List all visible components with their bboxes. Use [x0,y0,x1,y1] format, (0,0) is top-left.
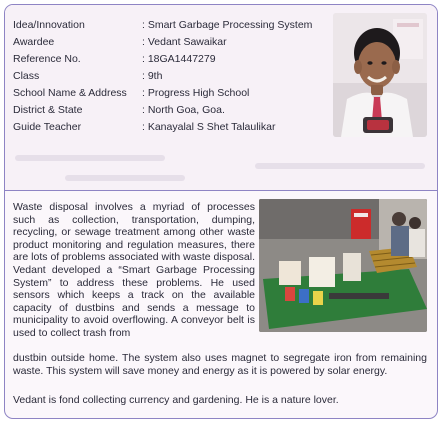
decorative-stripe [15,155,165,161]
description-paragraph-2: dustbin outside home. The system also uses magnet to segregate iron from remaining waste. This system will save money and energy as it is powered by solar energy. [13,352,427,377]
info-value: : Smart Garbage Processing System [142,19,313,31]
section-divider [5,190,437,191]
decorative-stripe [65,175,185,181]
info-value: : 18GA1447279 [142,53,216,65]
awardee-card [4,4,438,419]
student-portrait-icon [333,13,427,137]
info-section [5,5,437,190]
info-label: Class [13,70,40,82]
info-value: : Progress High School [142,87,250,99]
info-value: : North Goa, Goa. [142,104,225,116]
decorative-stripe [255,163,425,169]
info-label: Awardee [13,36,55,48]
info-label: School Name & Address [13,87,127,99]
info-label: Guide Teacher [13,121,82,133]
info-value: : Kanayalal S Shet Talaulikar [142,121,276,133]
info-value: : Vedant Sawaikar [142,36,227,48]
info-label: Idea/Innovation [13,19,85,31]
description-paragraph-1: Waste disposal involves a myriad of processes such as collection, transportation, dumping, recycling, or sewage treatment among other waste product monitoring and regulation measures, there are lots of problems associated with waste disposal. Vedant developed a “Smart Garbage Processing System” to address these problems. He used sensors which keeps a track on the available capacity of dustbins and sends a message to municipality to avoid overflowing. A conveyor belt is used to collect trash from [13,201,255,339]
garbage-system-model-photo-icon [259,199,427,332]
info-label: District & State [13,104,83,116]
info-label: Reference No. [13,53,81,65]
description-paragraph-3: Vedant is fond collecting currency and gardening. He is a nature lover. [13,394,339,406]
info-value: : 9th [142,70,163,82]
